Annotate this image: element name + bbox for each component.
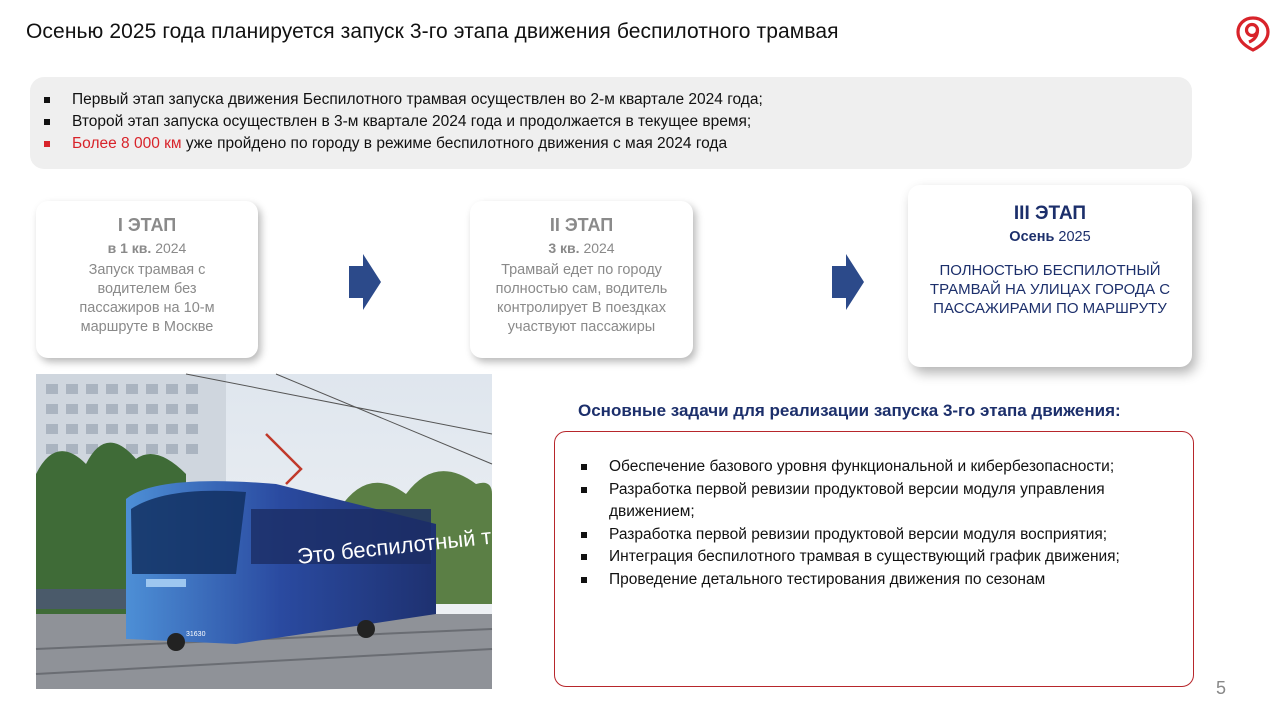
summary-item: Второй этап запуска осуществлен в 3-м квартале 2024 года и продолжается в текущее время;	[42, 111, 1192, 133]
task-item: Проведение детального тестирования движения по сезонам	[579, 569, 1173, 592]
task-item: Интеграция беспилотного трамвая в существующий график движения;	[579, 546, 1173, 569]
page-number: 5	[1216, 678, 1227, 698]
stage-card-2	[470, 201, 693, 358]
stage-card-1	[36, 201, 258, 358]
distance-highlight: Более 8 000 км	[72, 135, 182, 152]
stage-date: в 1 кв. 2024	[107, 240, 187, 256]
stage-description: Запуск трамвая с водителем без пассажиров на 10-м маршруте в Москве	[79, 262, 215, 335]
summary-item: Более 8 000 км уже пройдено по городу в режиме беспилотного движения с мая 2024 года	[42, 133, 1192, 155]
stage-card-3	[908, 185, 1192, 367]
task-item: Разработка первой ревизии продуктовой версии модуля восприятия;	[579, 524, 1173, 547]
stage-heading: I ЭТАП	[117, 215, 177, 235]
task-item: Обеспечение базового уровня функциональной и кибербезопасности;	[579, 456, 1173, 479]
summary-item: Первый этап запуска движения Беспилотного трамвая осуществлен во 2-м квартале 2024 года;	[42, 89, 1192, 111]
arrow-right-icon	[349, 254, 381, 310]
tasks-panel	[554, 431, 1194, 687]
stage-heading: III ЭТАП	[1013, 203, 1087, 224]
stage-date: Осень 2025	[1009, 229, 1091, 245]
tasks-heading: Основные задачи для реализации запуска 3-го этапа движения:	[578, 401, 1121, 420]
stage-date: 3 кв. 2024	[548, 240, 615, 256]
task-item: Разработка первой ревизии продуктовой версии модуля управления движением;	[579, 479, 1173, 524]
tram-number-label: 31630	[186, 631, 206, 638]
tram-photo	[36, 374, 568, 689]
stage-heading: II ЭТАП	[549, 215, 614, 235]
stage-description: ПОЛНОСТЬЮ БЕСПИЛОТНЫЙ ТРАМВАЙ НА УЛИЦАХ ГОРОДА С ПАССАЖИРАМИ ПО МАРШРУТУ	[929, 262, 1171, 317]
arrow-right-icon	[832, 254, 864, 310]
stage-description: Трамвай едет по городу полностью сам, водитель контролирует В поездках участвуют пассажиры	[495, 262, 668, 335]
slide-title: Осенью 2025 года планируется запуск 3-го этапа движения беспилотного трамвая	[26, 20, 839, 43]
summary-panel	[30, 77, 1192, 169]
nine-location-pin-logo-icon	[1236, 16, 1270, 52]
tram-side-label: Это беспилотный трамвай	[295, 515, 568, 569]
